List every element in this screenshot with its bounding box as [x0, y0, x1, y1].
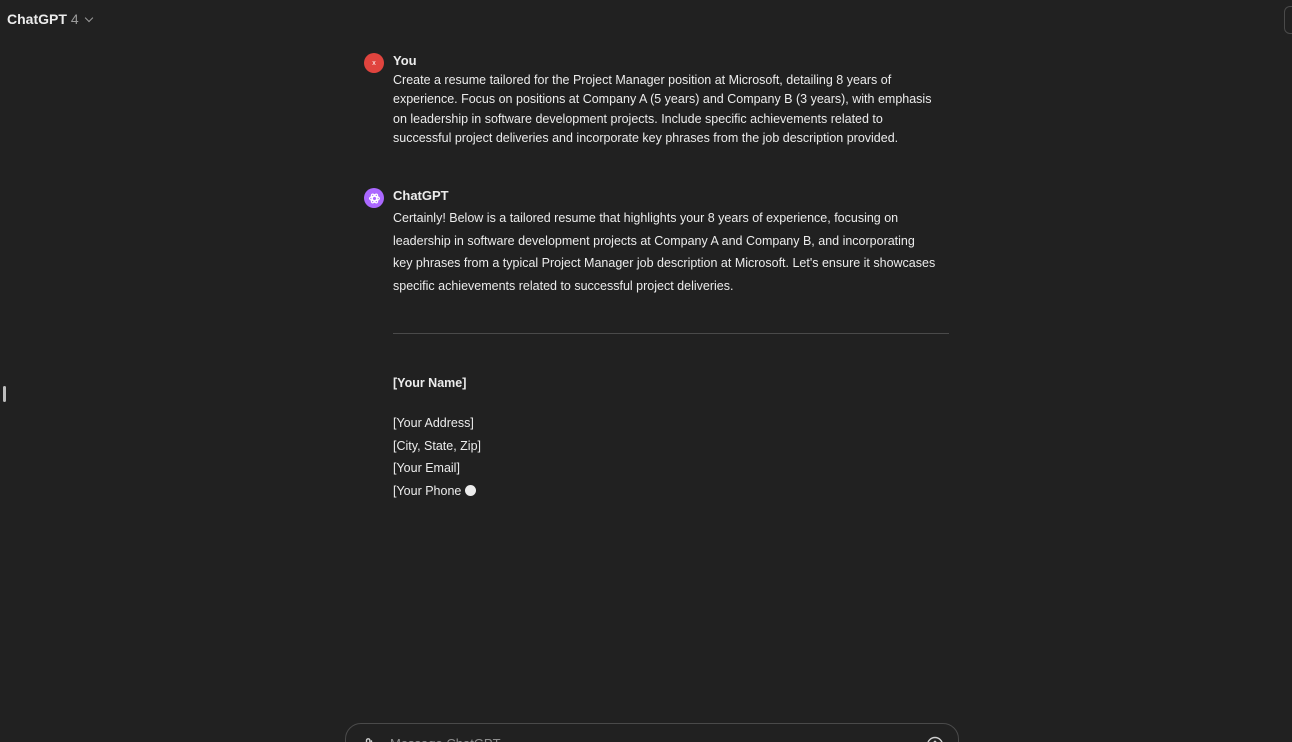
- streaming-cursor-icon: [465, 485, 476, 496]
- message-line: Certainly! Below is a tailored resume that highlights your 8 years of experience, focusing on: [393, 211, 899, 225]
- resume-address: [Your Address]: [393, 416, 474, 430]
- message-text: [393, 207, 953, 297]
- resume-name: [Your Name]: [393, 376, 467, 390]
- model-switcher[interactable]: [7, 10, 92, 28]
- message-line: key phrases from a typical Project Manager job description at Microsoft. Let's ensure it showcases: [393, 256, 936, 271]
- user-avatar-initial: x: [372, 59, 376, 67]
- message-author: You: [393, 53, 417, 68]
- message-author: ChatGPT: [393, 188, 449, 203]
- message-line: specific achievements related to successful project deliveries.: [393, 278, 734, 293]
- chatgpt-avatar: [364, 188, 384, 208]
- message-text: [393, 71, 953, 148]
- message-line: Create a resume tailored for the Project Manager position at Microsoft, detailing 8 years of: [393, 73, 892, 87]
- resume-phone: [Your Phone: [393, 483, 462, 498]
- horizontal-divider: [393, 333, 949, 334]
- message-line: experience. Focus on positions at Company A (5 years) and Company B (3 years), with emphasis: [393, 92, 932, 107]
- user-avatar: [364, 53, 384, 73]
- resume-city-state-zip: [City, State, Zip]: [393, 438, 481, 453]
- message-input[interactable]: [390, 736, 890, 742]
- chevron-down-icon: [84, 13, 92, 21]
- paperclip-icon[interactable]: [364, 737, 374, 742]
- top-right-control[interactable]: [1284, 6, 1292, 34]
- message-line: on leadership in software development projects. Include specific achievements related to: [393, 111, 883, 126]
- resume-phone-line: [393, 480, 481, 503]
- resume-email: [Your Email]: [393, 461, 460, 476]
- openai-logo-icon: [368, 192, 381, 205]
- resume-contact-block: [393, 412, 481, 502]
- message-line: successful project deliveries and incorporate key phrases from the job description provided.: [393, 130, 899, 145]
- send-arrow-icon[interactable]: [926, 736, 944, 742]
- sidebar-toggle-handle[interactable]: [3, 386, 6, 402]
- message-line: leadership in software development projects at Company A and Company B, and incorporating: [393, 233, 915, 248]
- message-composer[interactable]: [345, 723, 959, 742]
- model-name: ChatGPT: [7, 11, 67, 27]
- model-version: 4: [70, 11, 79, 27]
